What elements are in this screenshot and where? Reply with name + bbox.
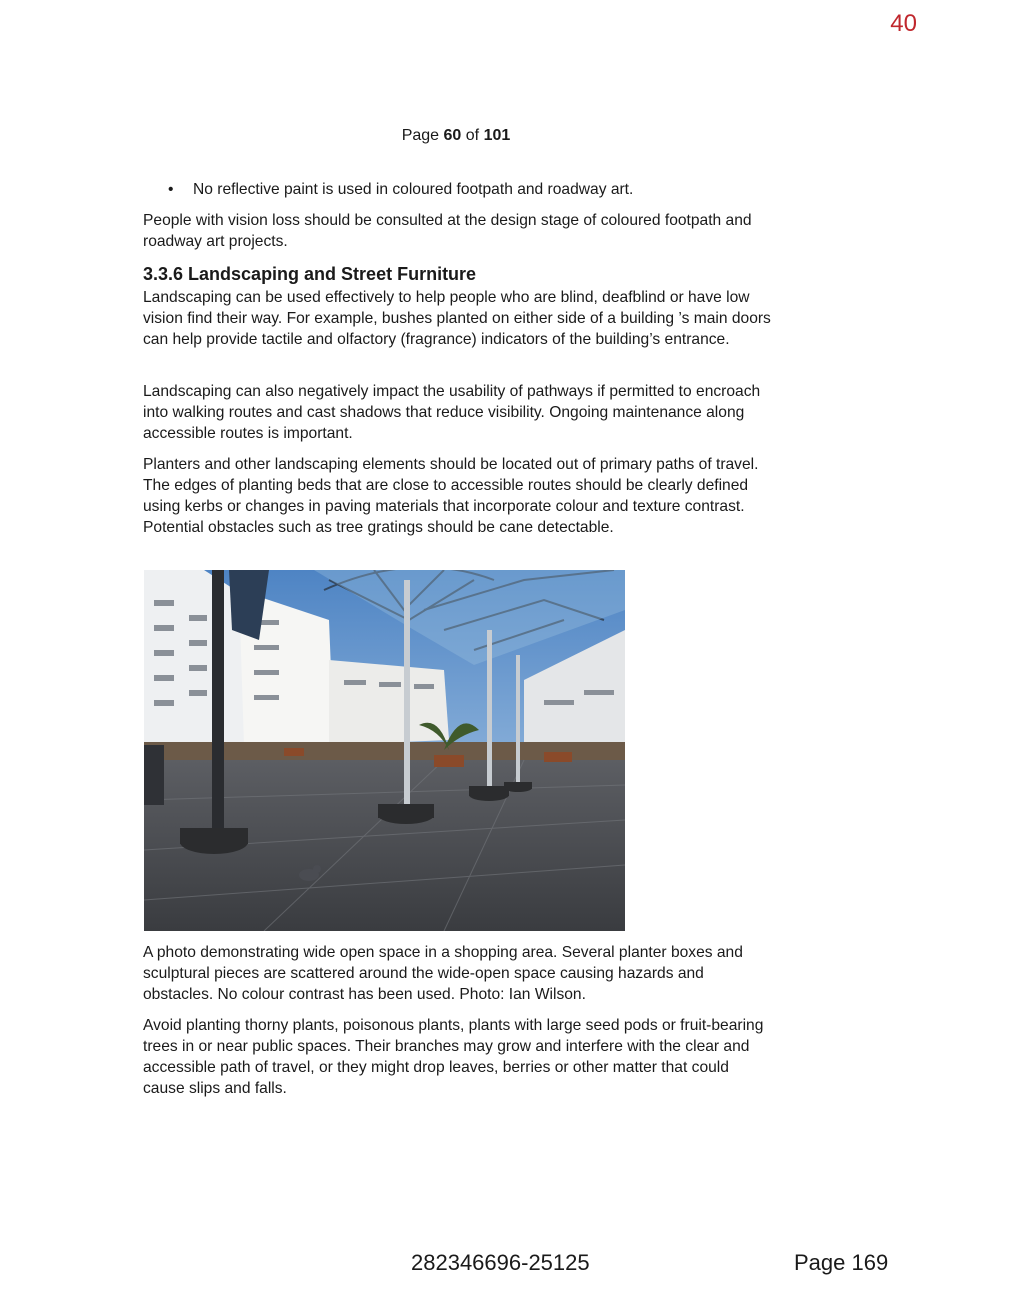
bullet-icon: • [168,181,174,198]
page-current: 60 [443,127,462,144]
paragraph-avoid-planting: Avoid planting thorny plants, poisonous plants, plants with large seed pods or fruit-bearing trees in or near public spaces. Their branches may grow and interfere with the clear and accessible path of travel, or they might drop leaves, berries or other matter that could cause slips and falls. [143,1017,764,1097]
bullet-text: No reflective paint is used in coloured footpath and roadway art. [193,181,634,198]
bullet-list-item [168,179,788,200]
shopping-area-photo [144,570,625,931]
footer-page-number: Page 169 [794,1250,889,1275]
section-heading: 3.3.6 Landscaping and Street Furniture [143,264,477,284]
page-of: of [465,127,480,144]
page-indicator [0,127,912,145]
photo-caption: A photo demonstrating wide open space in a shopping area. Several planter boxes and sculptural pieces are scattered around the wide-open space causing hazards and obstacles. No colour contrast has been used. Photo: Ian Wilson. [143,944,743,1003]
footer-document-id: 282346696-25125 [411,1250,590,1275]
page-total: 101 [483,127,511,144]
paragraph-landscaping-wayfinding: Landscaping can be used effectively to help people who are blind, deafblind or have low vision find their way. For example, bushes planted on either side of a building ’s main doors can help provide tactile and olfactory (fragrance) indicators of the building’s entrance. [143,289,771,348]
page-prefix: Page [401,127,440,144]
paragraph-planters: Planters and other landscaping elements should be located out of primary paths of travel. The edges of planting beds that are close to accessible routes should be clearly defined using kerbs or changes in paving materials that incorporate colour and texture contrast. Potential obstacles such as tree gratings should be cane detectable. [143,456,759,536]
paragraph-consultation: People with vision loss should be consulted at the design stage of coloured footpath and roadway art projects. [143,212,752,250]
document-number: 40 [890,10,917,37]
paragraph-landscaping-impact: Landscaping can also negatively impact the usability of pathways if permitted to encroach into walking routes and cast shadows that reduce visibility. Ongoing maintenance along accessible routes is important. [143,383,761,442]
